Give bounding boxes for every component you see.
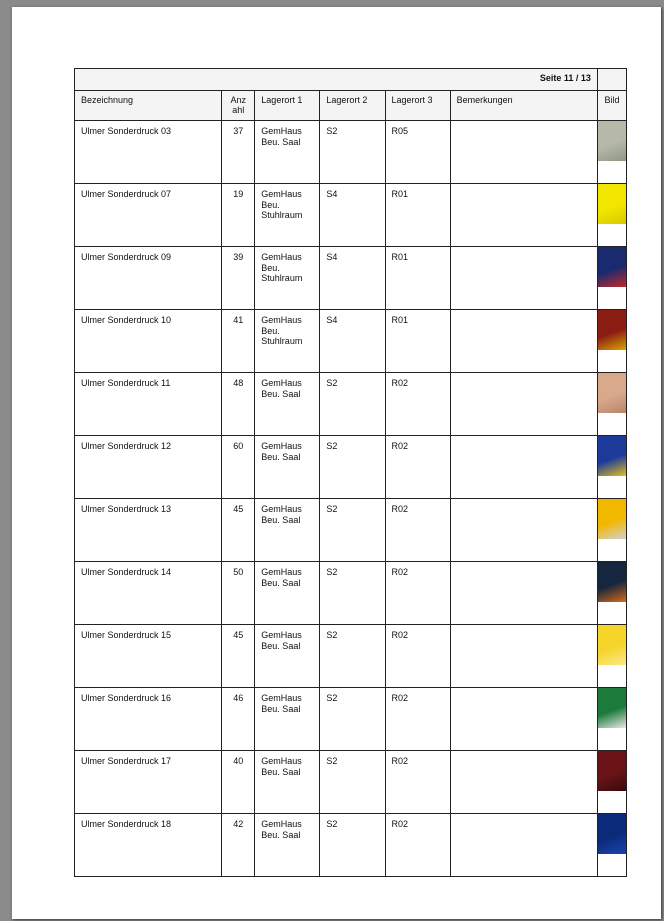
cover-thumbnail [598, 751, 626, 791]
cell-lagerort-2: S2 [320, 436, 385, 499]
cell-bezeichnung: Ulmer Sonderdruck 16 [75, 688, 222, 751]
cell-lagerort-1: GemHaus Beu. Saal [255, 688, 320, 751]
cell-bild [597, 184, 626, 247]
cell-anzahl: 19 [222, 184, 255, 247]
cell-lagerort-2: S4 [320, 247, 385, 310]
cover-thumbnail [598, 625, 626, 665]
cell-anzahl: 42 [222, 814, 255, 877]
cell-lagerort-2: S4 [320, 184, 385, 247]
cover-thumbnail [598, 562, 626, 602]
cell-lagerort-2: S2 [320, 625, 385, 688]
cell-anzahl: 41 [222, 310, 255, 373]
table-row [75, 625, 627, 688]
table-row [75, 310, 627, 373]
cell-lagerort-2: S2 [320, 688, 385, 751]
cell-bemerkungen [450, 562, 597, 625]
cell-anzahl: 50 [222, 562, 255, 625]
table-header-row [75, 91, 627, 121]
cell-lagerort-3: R01 [385, 310, 450, 373]
header-bemerkungen: Bemerkungen [450, 91, 597, 121]
table-row [75, 373, 627, 436]
cell-lagerort-2: S2 [320, 751, 385, 814]
table-row [75, 121, 627, 184]
cell-lagerort-2: S2 [320, 121, 385, 184]
cell-bezeichnung: Ulmer Sonderdruck 15 [75, 625, 222, 688]
table-row [75, 562, 627, 625]
cell-bezeichnung: Ulmer Sonderdruck 14 [75, 562, 222, 625]
cell-lagerort-3: R02 [385, 562, 450, 625]
cover-thumbnail [598, 373, 626, 413]
cover-thumbnail [598, 499, 626, 539]
cell-bemerkungen [450, 751, 597, 814]
cell-lagerort-1: GemHaus Beu. Stuhlraum [255, 184, 320, 247]
table-row [75, 751, 627, 814]
cell-bemerkungen [450, 310, 597, 373]
cover-thumbnail [598, 688, 626, 728]
cover-thumbnail [598, 814, 626, 854]
cell-bild [597, 247, 626, 310]
cell-lagerort-2: S2 [320, 499, 385, 562]
cell-anzahl: 40 [222, 751, 255, 814]
cell-lagerort-3: R02 [385, 814, 450, 877]
cell-anzahl: 45 [222, 499, 255, 562]
cell-bezeichnung: Ulmer Sonderdruck 10 [75, 310, 222, 373]
cell-bezeichnung: Ulmer Sonderdruck 18 [75, 814, 222, 877]
header-lagerort-1: Lagerort 1 [255, 91, 320, 121]
table-row [75, 688, 627, 751]
cell-anzahl: 45 [222, 625, 255, 688]
cell-lagerort-1: GemHaus Beu. Saal [255, 751, 320, 814]
cell-bild [597, 814, 626, 877]
cell-bild [597, 310, 626, 373]
cover-thumbnail [598, 184, 626, 224]
cell-lagerort-2: S2 [320, 562, 385, 625]
cell-lagerort-1: GemHaus Beu. Stuhlraum [255, 247, 320, 310]
cell-lagerort-3: R02 [385, 751, 450, 814]
cell-bild [597, 751, 626, 814]
cell-bemerkungen [450, 184, 597, 247]
header-bild: Bild [597, 91, 626, 121]
header-lagerort-3: Lagerort 3 [385, 91, 450, 121]
cell-bild [597, 121, 626, 184]
cell-bemerkungen [450, 436, 597, 499]
cell-bemerkungen [450, 814, 597, 877]
cell-lagerort-3: R02 [385, 688, 450, 751]
cell-bezeichnung: Ulmer Sonderdruck 03 [75, 121, 222, 184]
cell-bezeichnung: Ulmer Sonderdruck 11 [75, 373, 222, 436]
table-row [75, 814, 627, 877]
cell-bezeichnung: Ulmer Sonderdruck 09 [75, 247, 222, 310]
cell-lagerort-1: GemHaus Beu. Saal [255, 121, 320, 184]
cell-bemerkungen [450, 247, 597, 310]
cover-thumbnail [598, 436, 626, 476]
cell-lagerort-3: R02 [385, 625, 450, 688]
cell-bezeichnung: Ulmer Sonderdruck 13 [75, 499, 222, 562]
cell-bemerkungen [450, 373, 597, 436]
inventory-table [74, 68, 627, 877]
cell-lagerort-2: S2 [320, 373, 385, 436]
cover-thumbnail [598, 121, 626, 161]
cell-bild [597, 688, 626, 751]
page-number-row [75, 69, 627, 91]
cell-bemerkungen [450, 499, 597, 562]
cell-lagerort-2: S2 [320, 814, 385, 877]
page-number-spacer [597, 69, 626, 91]
cell-bezeichnung: Ulmer Sonderdruck 07 [75, 184, 222, 247]
cell-lagerort-3: R02 [385, 499, 450, 562]
cell-bemerkungen [450, 625, 597, 688]
cell-bezeichnung: Ulmer Sonderdruck 17 [75, 751, 222, 814]
cell-anzahl: 39 [222, 247, 255, 310]
cell-lagerort-3: R02 [385, 436, 450, 499]
page-number: Seite 11 / 13 [75, 69, 598, 91]
cell-lagerort-1: GemHaus Beu. Saal [255, 814, 320, 877]
cell-lagerort-1: GemHaus Beu. Saal [255, 562, 320, 625]
document-page [12, 7, 661, 919]
cell-bild [597, 436, 626, 499]
cell-bild [597, 625, 626, 688]
cell-lagerort-3: R02 [385, 373, 450, 436]
cell-lagerort-3: R01 [385, 247, 450, 310]
cell-bild [597, 562, 626, 625]
cover-thumbnail [598, 310, 626, 350]
cell-lagerort-1: GemHaus Beu. Saal [255, 499, 320, 562]
cell-anzahl: 48 [222, 373, 255, 436]
cell-bemerkungen [450, 121, 597, 184]
table-row [75, 184, 627, 247]
cell-lagerort-1: GemHaus Beu. Saal [255, 436, 320, 499]
header-anzahl: Anz ahl [222, 91, 255, 121]
cell-lagerort-1: GemHaus Beu. Saal [255, 373, 320, 436]
table-row [75, 436, 627, 499]
cell-bezeichnung: Ulmer Sonderdruck 12 [75, 436, 222, 499]
table-row [75, 247, 627, 310]
cell-lagerort-2: S4 [320, 310, 385, 373]
cell-lagerort-3: R05 [385, 121, 450, 184]
cell-anzahl: 60 [222, 436, 255, 499]
cell-bild [597, 499, 626, 562]
cell-lagerort-1: GemHaus Beu. Saal [255, 625, 320, 688]
header-bezeichnung: Bezeichnung [75, 91, 222, 121]
cell-bild [597, 373, 626, 436]
header-lagerort-2: Lagerort 2 [320, 91, 385, 121]
cell-lagerort-3: R01 [385, 184, 450, 247]
cell-bemerkungen [450, 688, 597, 751]
cell-anzahl: 46 [222, 688, 255, 751]
cover-thumbnail [598, 247, 626, 287]
cell-anzahl: 37 [222, 121, 255, 184]
cell-lagerort-1: GemHaus Beu. Stuhlraum [255, 310, 320, 373]
table-row [75, 499, 627, 562]
